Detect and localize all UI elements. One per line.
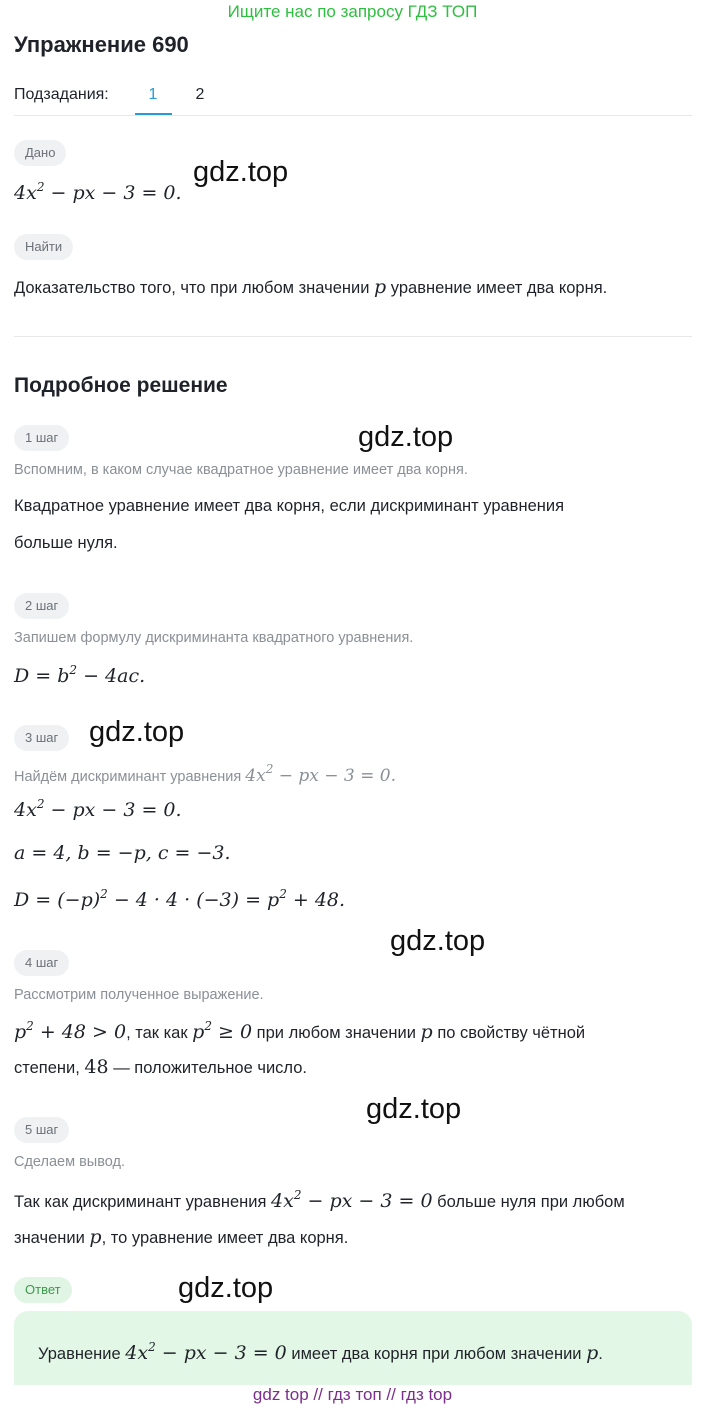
step-5-l2-math: p [89,1226,102,1248]
step-3-eq-2: a = 4, b = −p, c = −3. [14,842,231,864]
watermark: gdz.top [366,1093,462,1125]
step-4-l2-math: 48 [84,1056,109,1078]
find-var: p [374,276,387,298]
given-equation: $4x^2$ − px − 3 = 0. [14,180,182,204]
step-4-hint: Рассмотрим полученное выражение. [14,987,264,1003]
step-2-hint: Запишем формулу дискриминанта квадратного уравнения. [14,630,414,646]
find-text [14,276,607,298]
active-tab-indicator [135,113,172,115]
watermark: gdz.top [390,925,486,957]
step-5-text-2: больше нуля при любом [437,1193,625,1211]
step-4-l2-text-2: — положительное число. [113,1059,308,1077]
step-1-chip: 1 шаг [14,425,69,451]
find-text-after: уравнение имеет два корня. [390,279,608,297]
step-4-chip: 4 шаг [14,950,69,976]
step-3-eq-1: $4x^2$ − px − 3 = 0. [14,797,182,821]
step-5-l2-text-1: значении [14,1229,85,1247]
find-chip: Найти [14,234,73,260]
step-3-hint-math: $4x^2$ − px − 3 = 0. [245,762,396,786]
step-5-text-1: Так как дискриминант уравнения [14,1193,267,1211]
promo-banner[interactable]: Ищите нас по запросу ГДЗ ТОП [227,2,478,21]
watermark: gdz.top [178,1272,274,1304]
step-5-line-1 [14,1188,625,1212]
tab-subtask-1[interactable]: 1 [148,86,158,103]
step-4-line-1 [14,1019,585,1043]
answer-text [38,1340,603,1364]
watermark: gdz.top [358,421,454,453]
solution-title: Подробное решение [14,374,228,397]
step-3-hint-text: Найдём дискриминант уравнения [14,769,242,785]
answer-chip: Ответ [14,1277,72,1303]
footer-links[interactable]: gdz top // гдз топ // гдз top [252,1385,453,1404]
tab-subtask-2[interactable]: 2 [195,86,205,103]
tabs-divider [14,115,692,116]
step-5-hint: Сделаем вывод. [14,1154,126,1170]
step-3-chip: 3 шаг [14,725,69,751]
step-4-math-3: p [420,1021,433,1043]
step-4-l2-text-1: степени, [14,1059,80,1077]
step-4-text-1: , так как [126,1024,188,1042]
step-4-text-3: по свойству чётной [437,1024,586,1042]
answer-math-1: $4x^2$ − px − 3 = 0 [125,1340,287,1364]
step-2-formula: $D = b^2 - 4ac$. [14,663,146,687]
given-chip: Дано [14,140,66,166]
step-5-l2-text-2: , то уравнение имеет два корня. [101,1229,349,1247]
answer-math-2: p [586,1342,599,1364]
section-divider [14,336,692,337]
watermark: gdz.top [193,156,289,188]
step-4-text-2: при любом значении [256,1024,416,1042]
page-title: Упражнение 690 [14,32,189,57]
find-text-before: Доказательство того, что при любом значении [14,279,370,297]
answer-text-1: Уравнение [38,1345,121,1363]
step-4-math-1: $p^2 + 48 > 0$ [14,1019,127,1043]
step-5-line-2 [14,1226,348,1248]
step-4-line-2 [14,1056,307,1078]
step-5-math-1: $4x^2$ − px − 3 = 0 [271,1188,433,1212]
step-5-chip: 5 шаг [14,1117,69,1143]
step-1-line-1: Квадратное уравнение имеет два корня, если дискриминант уравнения [14,497,565,515]
step-2-chip: 2 шаг [14,593,69,619]
subtasks-label: Подзадания: [14,86,109,103]
step-1-line-2: больше нуля. [14,534,118,552]
answer-text-3: . [598,1345,603,1363]
step-4-math-2: $p^2 \ge 0$ [192,1019,253,1043]
step-3-eq-3: $D = (-p)^2 - 4 \cdot 4 \cdot (-3) = p^2 + 48$. [14,887,346,911]
answer-text-2: имеет два корня при любом значении [291,1345,582,1363]
step-3-hint [14,762,396,786]
step-1-hint: Вспомним, в каком случае квадратное уравнение имеет два корня. [14,462,468,478]
watermark: gdz.top [89,716,185,748]
